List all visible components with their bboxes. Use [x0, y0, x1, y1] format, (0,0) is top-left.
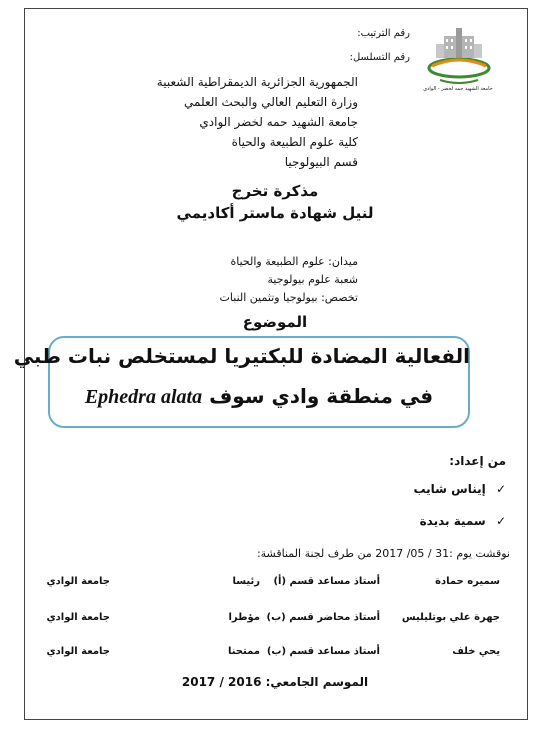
republic-line: الجمهورية الجزائرية الديمقراطية الشعبية: [156, 75, 358, 89]
prepared-by-heading: من إعداد:: [449, 454, 506, 468]
check-icon: ✓: [495, 482, 506, 496]
faculty-line: كلية علوم الطبيعة والحياة: [231, 135, 358, 149]
committee-rank: أستاذ محاضر قسم (ب): [266, 612, 380, 623]
committee-university: جامعة الوادي: [46, 646, 110, 657]
student-name: سمية بديدة: [419, 514, 486, 528]
committee-role: ممتحنا: [227, 646, 260, 657]
university-line: جامعة الشهيد حمه لخضر الوادي: [199, 115, 358, 129]
ref-order-label: رقم الترتيب:: [357, 28, 410, 39]
committee-name: يحي خلف: [452, 646, 500, 657]
student-item: [413, 482, 506, 496]
title-line-2: [48, 384, 470, 409]
student-item: [420, 514, 506, 528]
title-line-1: الفعالية المضادة للبكتيريا لمستخلص نبات طبي: [13, 344, 470, 368]
subject-heading: الموضوع: [242, 313, 308, 331]
degree-line: لنيل شهادة ماستر أكاديمي: [176, 204, 374, 222]
committee-name: جهرة علي بوتليليس: [401, 612, 500, 623]
specialty-line: تخصص: بيولوجيا وتثمين النبات: [219, 291, 358, 304]
committee-name: سميره حمادة: [435, 576, 500, 587]
student-name: إيناس شايب: [413, 482, 486, 496]
academic-year: الموسم الجامعي: 2016 / 2017: [181, 675, 369, 689]
ministry-line: وزارة التعليم العالي والبحث العلمي: [184, 95, 358, 109]
committee-rank: أستاذ مساعد قسم (أ): [273, 576, 380, 587]
branch-line: شعبة علوم بيولوجية: [267, 273, 358, 286]
committee-role: رئيسا: [232, 576, 260, 587]
committee-rank: أستاذ مساعد قسم (ب): [266, 646, 380, 657]
title-region: في منطقة وادي سوف: [209, 384, 434, 408]
logo-caption: جامعة الشهيد حمه لخضر - الوادي: [423, 86, 493, 92]
discussion-date: نوقشت يوم :31 / 05/ 2017 من طرف لجنة المناقشة:: [256, 547, 510, 560]
department-line: قسم البيولوجيا: [284, 155, 358, 169]
check-icon: ✓: [495, 514, 506, 528]
species-name: Ephedra alata: [84, 386, 203, 408]
ref-serial-label: رقم التسلسل:: [349, 52, 410, 63]
university-building-logo-icon: [426, 20, 492, 86]
thesis-type: مذكرة تخرج: [231, 182, 319, 200]
committee-university: جامعة الوادي: [46, 576, 110, 587]
committee-university: جامعة الوادي: [46, 612, 110, 623]
committee-role: مؤطرا: [228, 612, 260, 623]
field-line: ميدان: علوم الطبيعة والحياة: [230, 255, 358, 268]
